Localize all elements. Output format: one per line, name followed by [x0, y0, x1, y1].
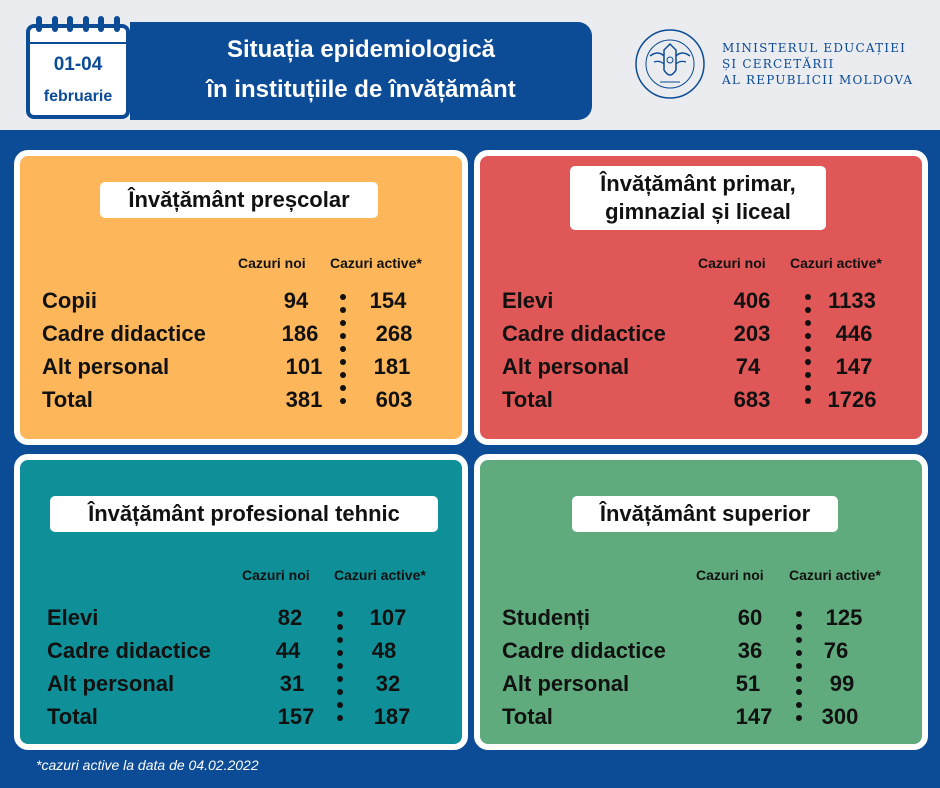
new-cases-value: 203 [733, 321, 771, 346]
panel-title: Învățământ superior [572, 496, 838, 532]
column-header-active: Cazuri active* [330, 255, 422, 271]
new-cases-value: 683 [733, 387, 771, 412]
separator-dots [805, 294, 811, 411]
new-cases-value: 51 [735, 671, 761, 696]
panel-title [570, 166, 826, 230]
row-label: Cadre didactice [502, 321, 666, 346]
page-subtitle: în instituțiile de învățământ [206, 76, 516, 103]
new-cases-value: 94 [283, 288, 309, 313]
column-header-new: Cazuri noi [238, 255, 306, 271]
ministry-line-2: ȘI CERCETĂRII [722, 57, 835, 71]
row-label: Total [502, 387, 553, 412]
panel-title-line-1: Învățământ primar, [600, 171, 796, 196]
new-cases-value: 44 [275, 638, 301, 663]
calendar-icon [26, 16, 130, 119]
row-label: Studenți [502, 605, 590, 630]
active-cases-value: 48 [371, 638, 397, 663]
active-cases-value: 268 [375, 321, 413, 346]
page-title: Situația epidemiologică [226, 36, 496, 63]
active-cases-value: 181 [373, 354, 411, 379]
row-label: Total [502, 704, 553, 729]
calendar-divider [30, 42, 126, 44]
row-label: Elevi [47, 605, 99, 630]
active-cases-value: 187 [373, 704, 411, 729]
active-cases-value: 154 [369, 288, 407, 313]
column-header-active: Cazuri active* [790, 255, 882, 271]
active-cases-value: 300 [821, 704, 859, 729]
active-cases-value: 76 [823, 638, 849, 663]
row-label: Alt personal [42, 354, 170, 379]
active-cases-value: 125 [825, 605, 863, 630]
column-header-new: Cazuri noi [696, 567, 764, 583]
row-label: Cadre didactice [42, 321, 206, 346]
active-cases-value: 107 [369, 605, 407, 630]
calendar-date: 01-04 [53, 54, 103, 75]
new-cases-value: 31 [279, 671, 305, 696]
row-label: Cadre didactice [47, 638, 211, 663]
active-cases-value: 446 [835, 321, 873, 346]
panel-superior [474, 454, 928, 750]
row-label: Elevi [502, 288, 554, 313]
footnote: *cazuri active la data de 04.02.2022 [36, 757, 259, 773]
panel-profesional-tehnic [14, 454, 468, 750]
row-label: Alt personal [47, 671, 175, 696]
column-header-active: Cazuri active* [789, 567, 881, 583]
new-cases-value: 157 [277, 704, 315, 729]
separator-dots [337, 611, 343, 728]
column-header-new: Cazuri noi [698, 255, 766, 271]
row-label: Total [42, 387, 93, 412]
panel-prescolar [14, 150, 468, 445]
column-header-new: Cazuri noi [242, 567, 310, 583]
ministry-name [722, 40, 913, 88]
active-cases-value: 147 [835, 354, 873, 379]
new-cases-value: 186 [281, 321, 319, 346]
new-cases-value: 74 [735, 354, 761, 379]
title-banner [130, 22, 592, 120]
active-cases-value: 32 [375, 671, 401, 696]
panel-title: Învățământ preșcolar [100, 182, 378, 218]
row-label: Alt personal [502, 671, 630, 696]
separator-dots [796, 611, 802, 728]
new-cases-value: 101 [285, 354, 323, 379]
new-cases-value: 60 [737, 605, 763, 630]
ministry-line-3: AL REPUBLICII MOLDOVA [722, 73, 914, 87]
active-cases-value: 1726 [827, 387, 877, 412]
ministry-line-1: MINISTERUL EDUCAȚIEI [722, 41, 907, 55]
row-label: Alt personal [502, 354, 630, 379]
new-cases-value: 381 [285, 387, 323, 412]
row-label: Cadre didactice [502, 638, 666, 663]
column-header-active: Cazuri active* [334, 567, 426, 583]
panel-title: Învățământ profesional tehnic [50, 496, 438, 532]
active-cases-value: 603 [375, 387, 413, 412]
new-cases-value: 36 [737, 638, 763, 663]
separator-dots [340, 294, 346, 411]
row-label: Total [47, 704, 98, 729]
active-cases-value: 1133 [828, 288, 876, 313]
calendar-month: februarie [43, 88, 113, 105]
row-label: Copii [42, 288, 97, 313]
government-seal-icon [634, 26, 706, 102]
calendar-rings [36, 16, 120, 32]
new-cases-value: 147 [735, 704, 773, 729]
new-cases-value: 406 [733, 288, 771, 313]
panel-primar-gimnazial-liceal [474, 150, 928, 445]
new-cases-value: 82 [277, 605, 303, 630]
panel-title-line-2: gimnazial și liceal [605, 199, 791, 224]
active-cases-value: 99 [829, 671, 855, 696]
